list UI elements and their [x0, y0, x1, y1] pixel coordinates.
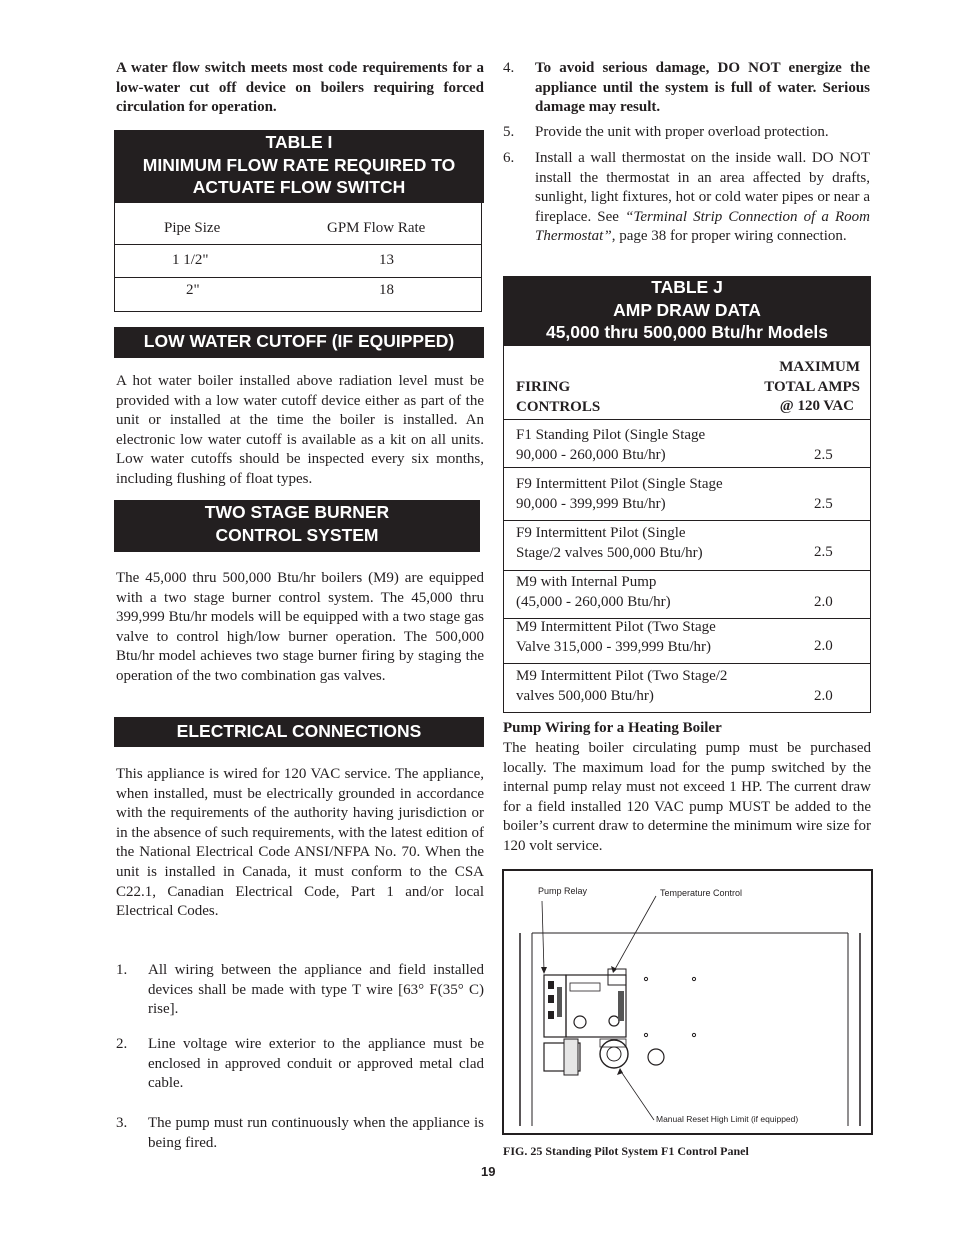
table-row	[504, 419, 870, 468]
list-item-number: 6.	[503, 150, 515, 166]
electrical-heading	[114, 717, 484, 747]
table-i-cell: 2"	[186, 282, 200, 298]
table-row	[504, 663, 870, 712]
table-j-cell-line: 90,000 - 399,999 Btu/hr)	[516, 495, 666, 512]
table-i	[114, 201, 482, 312]
table-j-col-header-line: MAXIMUM	[779, 359, 860, 375]
list-item-text	[535, 149, 870, 247]
two-stage-paragraph: The 45,000 thru 500,000 Btu/hr boilers (M9) are equipped with a two stage burner control system. The 45,000 thru 399,999 Btu/hr models will be equipped with a two stage gas valve to control high/low burner operation. The 500,000 Btu/hr model achieves two stage burner firing by staging the operation of the two combination gas valves.	[116, 570, 484, 684]
page-number: 19	[481, 1164, 496, 1179]
table-i-cell: 13	[379, 252, 394, 268]
table-j-col-header-line: @ 120 VAC	[779, 398, 854, 415]
table-j-amps: 2.0	[814, 688, 833, 704]
table-j-col-header-line: TOTAL AMPS	[764, 378, 860, 395]
table-j-col-header-line: CONTROLS	[516, 398, 601, 415]
table-i-title-line: TABLE I	[265, 132, 333, 152]
electrical-heading-text: ELECTRICAL CONNECTIONS	[176, 721, 422, 741]
temperature-control-label: Temperature Control	[660, 888, 743, 898]
list-item	[503, 149, 870, 269]
table-j-cell-line: Valve 315,000 - 399,999 Btu/hr)	[516, 638, 711, 655]
table-j-header	[503, 276, 871, 346]
table-j-cell-line: Stage/2 valves 500,000 Btu/hr)	[516, 544, 703, 561]
list-item-text-part: , page 38 for proper wiring connection.	[611, 228, 847, 245]
pump-relay-label: Pump Relay	[538, 886, 588, 896]
list-item-number: 1.	[116, 962, 128, 978]
high-limit-label: Manual Reset High Limit (if equipped)	[656, 1114, 799, 1124]
list-item-text-part: Install a wall thermostat on the inside wall. DO NOT install the thermostat in an area affected by drafts, sunlight, light fixtures, hot or cold water pipes or near a fireplace. See	[535, 150, 870, 225]
table-j-title-line: 45,000 thru 500,000 Btu/hr Models	[545, 322, 829, 342]
list-item	[503, 123, 870, 143]
list-item-text: Line voltage wire exterior to the appliance must be enclosed in approved conduit or approved metal clad cable.	[148, 1036, 484, 1092]
table-j-title-line: AMP DRAW DATA	[613, 299, 761, 320]
table-row	[504, 520, 870, 569]
list-item-text: To avoid serious damage, DO NOT energize the appliance until the system is full of water. Serious damage may result.	[535, 60, 870, 116]
table-row	[504, 570, 870, 619]
table-j-col-header	[516, 378, 600, 417]
table-j-amps: 2.5	[814, 496, 833, 512]
table-j-cell	[516, 573, 671, 612]
list-item	[503, 59, 870, 119]
list-item-number: 3.	[116, 1115, 128, 1131]
low-water-heading-text: LOW WATER CUTOFF (IF EQUIPPED)	[143, 331, 455, 351]
table-j-cell	[516, 426, 705, 465]
table-i-cell: 18	[379, 282, 394, 298]
thermostat-reference-link[interactable]: “Terminal Strip Connection of a Room Thermostat”	[535, 208, 870, 245]
table-j-cell-line: M9 Intermittent Pilot (Two Stage/2	[516, 668, 728, 684]
figure-caption: FIG. 25 Standing Pilot System F1 Control Panel	[503, 1144, 749, 1158]
table-row	[504, 467, 870, 519]
list-item-number: 4.	[503, 60, 515, 76]
two-stage-heading	[114, 500, 480, 552]
low-water-heading	[114, 327, 484, 358]
table-i-col-header: GPM Flow Rate	[327, 220, 426, 236]
list-item-text: Provide the unit with proper overload protection.	[535, 124, 829, 140]
table-j	[503, 345, 871, 713]
table-j-cell-line: M9 Intermittent Pilot (Two Stage	[516, 619, 716, 635]
table-i-title-line: ACTUATE FLOW SWITCH	[192, 177, 406, 197]
electrical-paragraph: This appliance is wired for 120 VAC service. The appliance, when installed, must be electrically grounded in accordance with the requirements of the authority having jurisdiction or in the absence of such requirements, with the latest edition of the National Electrical Code ANSI/NFPA No. 70. When the unit is installed in Canada, it must conform to the CSA C22.1, Canadian Electrical Code, Part 1 and/or local Electrical Codes.	[116, 766, 484, 920]
pump-wiring-heading: Pump Wiring for a Heating Boiler	[503, 720, 722, 736]
list-item	[116, 961, 484, 1021]
pump-wiring-paragraph: The heating boiler circulating pump must be purchased locally. The maximum load for the pump switched by the internal pump relay must not exceed 1 HP. The current draw for a field installed 120 VAC pump MUST be added to the boiler’s current draw to determine the minimum wire size for 120 volt service.	[503, 740, 871, 854]
table-row	[115, 277, 481, 309]
two-stage-heading-line: CONTROL SYSTEM	[215, 524, 379, 545]
table-j-amps: 2.5	[814, 447, 833, 463]
table-j-cell	[516, 667, 727, 706]
low-water-paragraph: A hot water boiler installed above radiation level must be provided with a low water cutoff device either as part of the unit or installed at the time the boiler is installed. An electronic low water cutoff is available as a kit on all units. Low water cutoffs should be inspected every six months, including flushing of float types.	[116, 373, 484, 487]
control-panel-figure	[502, 869, 873, 1135]
table-j-cell	[516, 475, 723, 514]
table-j-cell-line: valves 500,000 Btu/hr)	[516, 687, 654, 704]
list-item	[116, 1035, 484, 1095]
table-j-cell	[516, 618, 716, 657]
table-j-cell-line: F9 Intermittent Pilot (Single Stage	[516, 476, 723, 492]
table-j-amps: 2.5	[814, 544, 833, 560]
table-row	[115, 244, 481, 276]
list-item-number: 5.	[503, 124, 515, 140]
table-i-header	[114, 130, 484, 203]
intro-paragraph: A water flow switch meets most code requirements for a low-water cut off device on boilers requiring forced circulation for operation.	[116, 60, 484, 116]
control-panel-diagram	[504, 871, 871, 1133]
list-item-text: All wiring between the appliance and field installed devices shall be made with type T wire [63° F(35° C) rise].	[148, 962, 484, 1018]
table-j-cell	[516, 524, 703, 563]
table-j-cell-line: 90,000 - 260,000 Btu/hr)	[516, 446, 666, 463]
table-j-amps: 2.0	[814, 594, 833, 610]
table-j-title-line: TABLE J	[651, 277, 723, 297]
table-i-cell: 1 1/2"	[172, 252, 209, 268]
table-j-cell-line: F1 Standing Pilot (Single Stage	[516, 427, 706, 443]
table-row	[504, 618, 870, 663]
list-item-text: The pump must run continuously when the appliance is being fired.	[148, 1115, 484, 1151]
table-j-col-header	[764, 358, 860, 417]
table-j-amps: 2.0	[814, 638, 833, 654]
two-stage-heading-line: TWO STAGE BURNER	[204, 502, 390, 522]
table-j-col-header-line: FIRING	[516, 379, 571, 395]
list-item-number: 2.	[116, 1036, 128, 1052]
list-item	[116, 1114, 484, 1154]
table-j-cell-line: M9 with Internal Pump	[516, 574, 657, 590]
table-j-cell-line: F9 Intermittent Pilot (Single	[516, 525, 686, 541]
table-i-title-line: MINIMUM FLOW RATE REQUIRED TO	[142, 154, 456, 175]
table-i-col-header: Pipe Size	[164, 220, 221, 236]
table-j-cell-line: (45,000 - 260,000 Btu/hr)	[516, 593, 671, 610]
